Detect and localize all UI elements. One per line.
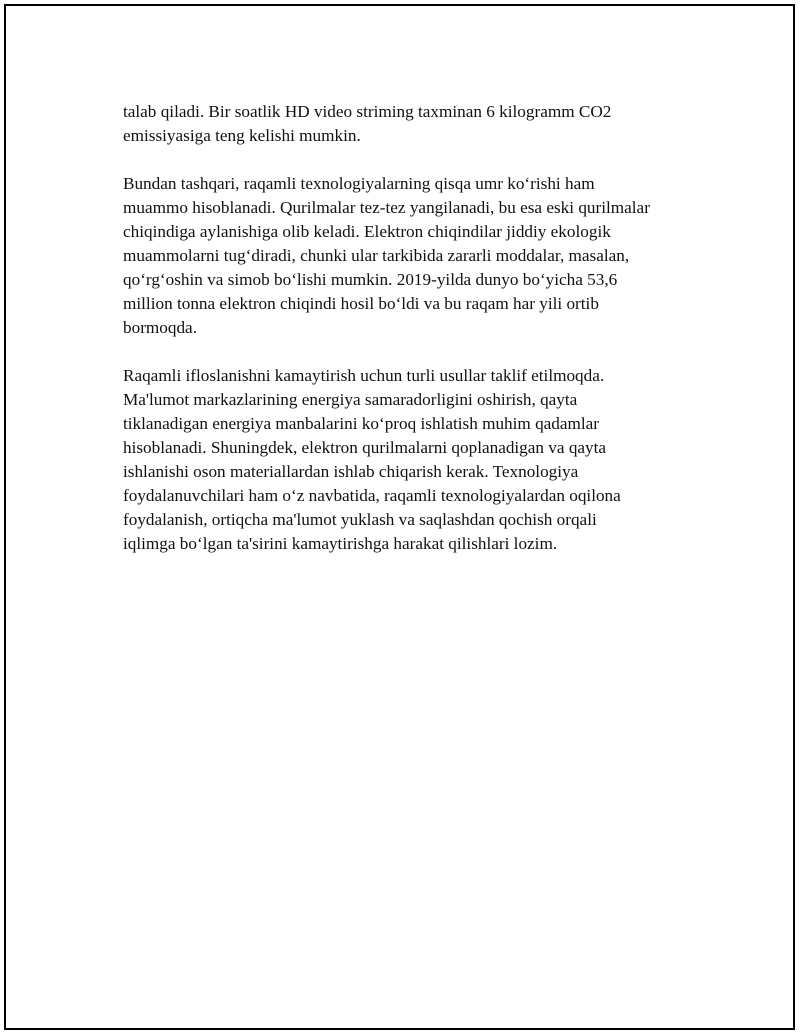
page-content	[123, 100, 703, 580]
page-frame	[4, 4, 795, 1030]
paragraph-3: Raqamli ifloslanishni kamaytirish uchun turli usullar taklif etilmoqda. Ma'lumot markazlarining energiya samaradorligini oshirish, qayta tiklanadigan energiya manbalarini ko‘proq ishlatish muhim qadamlar hisoblanadi. Shuningdek, elektron qurilmalarni qoplanadigan va qayta ishlanishi oson materiallardan ishlab chiqarish kerak. Texnologiya foydalanuvchilari ham o‘z navbatida, raqamli texnologiyalardan oqilona foydalanish, ortiqcha ma'lumot yuklash va saqlashdan qochish orqali iqlimga bo‘lgan ta'sirini kamaytirishga harakat qilishlari lozim.	[123, 366, 621, 553]
paragraph-1: talab qiladi. Bir soatlik HD video striming taxminan 6 kilogramm CO2 emissiyasiga teng kelishi mumkin.	[123, 102, 612, 145]
paragraph-2: Bundan tashqari, raqamli texnologiyalarning qisqa umr ko‘rishi ham muammo hisoblanadi. Qurilmalar tez-tez yangilanadi, bu esa eski qurilmalar chiqindiga aylanishiga olib keladi. Elektron chiqindilar jiddiy ekologik muammolarni tug‘diradi, chunki ular tarkibida zararli moddalar, masalan, qo‘rg‘oshin va simob bo‘lishi mumkin. 2019-yilda dunyo bo‘yicha 53,6 million tonna elektron chiqindi hosil bo‘ldi va bu raqam har yili ortib bormoqda.	[123, 174, 650, 337]
